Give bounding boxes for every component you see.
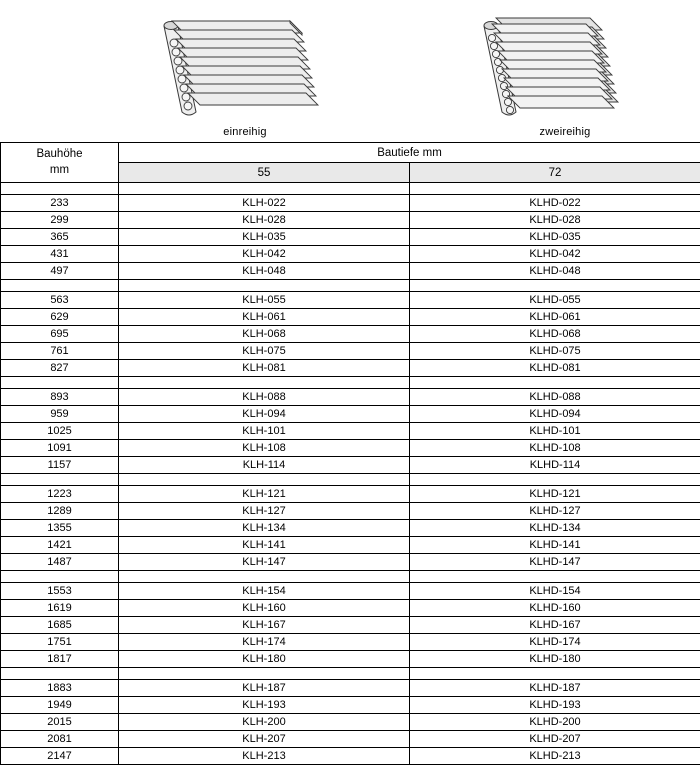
cell-code-72: KLHD-094 bbox=[410, 406, 700, 423]
cell-code-55: KLH-108 bbox=[119, 440, 410, 457]
table-row bbox=[1, 263, 700, 280]
cell-code-72: KLHD-081 bbox=[410, 360, 700, 377]
table-row bbox=[1, 246, 700, 263]
cell-height: 2147 bbox=[1, 748, 119, 765]
cell-code-72: KLHD-114 bbox=[410, 457, 700, 474]
table-row bbox=[1, 343, 700, 360]
cell-code-72: KLHD-154 bbox=[410, 583, 700, 600]
cell-code-72: KLHD-061 bbox=[410, 309, 700, 326]
cell-code-55: KLH-193 bbox=[119, 697, 410, 714]
cell-code-72: KLHD-035 bbox=[410, 229, 700, 246]
illustration-caption-double: zweireihig bbox=[470, 126, 660, 138]
cell-height: 299 bbox=[1, 212, 119, 229]
header-depth-55: 55 bbox=[119, 163, 410, 183]
cell-code-55: KLH-081 bbox=[119, 360, 410, 377]
cell-code-72: KLHD-075 bbox=[410, 343, 700, 360]
cell-code-55: KLH-101 bbox=[119, 423, 410, 440]
cell-height: 2015 bbox=[1, 714, 119, 731]
cell-height: 2081 bbox=[1, 731, 119, 748]
cell-code-72: KLHD-180 bbox=[410, 651, 700, 668]
cell-code-72: KLHD-160 bbox=[410, 600, 700, 617]
table-row bbox=[1, 195, 700, 212]
cell-code-55: KLH-134 bbox=[119, 520, 410, 537]
table-row bbox=[1, 229, 700, 246]
table-row bbox=[1, 600, 700, 617]
table-row bbox=[1, 503, 700, 520]
cell-height: 1751 bbox=[1, 634, 119, 651]
cell-code-55: KLH-147 bbox=[119, 554, 410, 571]
cell-code-72: KLHD-147 bbox=[410, 554, 700, 571]
cell-code-55: KLH-127 bbox=[119, 503, 410, 520]
cell-code-72: KLHD-068 bbox=[410, 326, 700, 343]
cell-code-55: KLH-121 bbox=[119, 486, 410, 503]
cell-code-72: KLHD-167 bbox=[410, 617, 700, 634]
table-row bbox=[1, 292, 700, 309]
table-row bbox=[1, 212, 700, 229]
cell-code-55: KLH-154 bbox=[119, 583, 410, 600]
cell-height: 1817 bbox=[1, 651, 119, 668]
header-height-label-line2: mm bbox=[50, 164, 69, 176]
cell-height: 431 bbox=[1, 246, 119, 263]
cell-code-72: KLHD-055 bbox=[410, 292, 700, 309]
cell-code-55: KLH-061 bbox=[119, 309, 410, 326]
cell-code-72: KLHD-042 bbox=[410, 246, 700, 263]
illustration-single-row bbox=[150, 14, 340, 138]
cell-height: 1355 bbox=[1, 520, 119, 537]
cell-code-72: KLHD-101 bbox=[410, 423, 700, 440]
cell-height: 365 bbox=[1, 229, 119, 246]
cell-code-55: KLH-141 bbox=[119, 537, 410, 554]
table-row bbox=[1, 360, 700, 377]
cell-code-72: KLHD-127 bbox=[410, 503, 700, 520]
cell-height: 1949 bbox=[1, 697, 119, 714]
cell-code-72: KLHD-187 bbox=[410, 680, 700, 697]
table-row bbox=[1, 651, 700, 668]
table-header-row-top bbox=[1, 143, 700, 163]
cell-height: 1091 bbox=[1, 440, 119, 457]
cell-code-72: KLHD-048 bbox=[410, 263, 700, 280]
header-height-cell bbox=[1, 143, 119, 183]
cell-code-55: KLH-174 bbox=[119, 634, 410, 651]
table-row bbox=[1, 680, 700, 697]
group-spacer bbox=[1, 183, 700, 195]
cell-code-72: KLHD-121 bbox=[410, 486, 700, 503]
single-row-radiator-icon bbox=[150, 14, 340, 124]
table-row bbox=[1, 486, 700, 503]
cell-code-72: KLHD-141 bbox=[410, 537, 700, 554]
cell-code-55: KLH-187 bbox=[119, 680, 410, 697]
header-depth-72: 72 bbox=[410, 163, 700, 183]
cell-code-72: KLHD-207 bbox=[410, 731, 700, 748]
cell-height: 1619 bbox=[1, 600, 119, 617]
cell-height: 629 bbox=[1, 309, 119, 326]
illustration-caption-single: einreihig bbox=[150, 126, 340, 138]
table-row bbox=[1, 731, 700, 748]
table-row bbox=[1, 634, 700, 651]
illustration-area bbox=[0, 0, 700, 142]
table-row bbox=[1, 583, 700, 600]
cell-code-72: KLHD-193 bbox=[410, 697, 700, 714]
table-header bbox=[1, 143, 700, 183]
cell-code-72: KLHD-134 bbox=[410, 520, 700, 537]
cell-code-55: KLH-055 bbox=[119, 292, 410, 309]
cell-code-55: KLH-068 bbox=[119, 326, 410, 343]
cell-height: 1157 bbox=[1, 457, 119, 474]
group-spacer bbox=[1, 668, 700, 680]
table-row bbox=[1, 423, 700, 440]
cell-code-55: KLH-213 bbox=[119, 748, 410, 765]
table-row bbox=[1, 617, 700, 634]
cell-code-55: KLH-167 bbox=[119, 617, 410, 634]
cell-code-55: KLH-042 bbox=[119, 246, 410, 263]
cell-height: 497 bbox=[1, 263, 119, 280]
cell-height: 761 bbox=[1, 343, 119, 360]
cell-height: 563 bbox=[1, 292, 119, 309]
table-row bbox=[1, 406, 700, 423]
group-spacer bbox=[1, 377, 700, 389]
group-spacer bbox=[1, 474, 700, 486]
cell-code-55: KLH-048 bbox=[119, 263, 410, 280]
header-height-label-line1: Bauhöhe bbox=[36, 148, 82, 160]
table-row bbox=[1, 714, 700, 731]
cell-code-55: KLH-028 bbox=[119, 212, 410, 229]
cell-height: 827 bbox=[1, 360, 119, 377]
cell-height: 1289 bbox=[1, 503, 119, 520]
cell-code-72: KLHD-028 bbox=[410, 212, 700, 229]
cell-height: 233 bbox=[1, 195, 119, 212]
cell-height: 1487 bbox=[1, 554, 119, 571]
cell-height: 1025 bbox=[1, 423, 119, 440]
cell-code-55: KLH-088 bbox=[119, 389, 410, 406]
table-row bbox=[1, 440, 700, 457]
cell-code-55: KLH-075 bbox=[119, 343, 410, 360]
cell-code-55: KLH-200 bbox=[119, 714, 410, 731]
table-row bbox=[1, 309, 700, 326]
cell-code-72: KLHD-213 bbox=[410, 748, 700, 765]
cell-height: 1421 bbox=[1, 537, 119, 554]
cell-height: 695 bbox=[1, 326, 119, 343]
group-spacer bbox=[1, 571, 700, 583]
cell-height: 1553 bbox=[1, 583, 119, 600]
table-row bbox=[1, 326, 700, 343]
size-code-table bbox=[0, 142, 700, 765]
table-row bbox=[1, 457, 700, 474]
cell-height: 1883 bbox=[1, 680, 119, 697]
cell-height: 1685 bbox=[1, 617, 119, 634]
cell-height: 959 bbox=[1, 406, 119, 423]
cell-code-55: KLH-035 bbox=[119, 229, 410, 246]
table-row bbox=[1, 554, 700, 571]
table-row bbox=[1, 748, 700, 765]
double-row-radiator-icon bbox=[470, 14, 660, 124]
cell-code-72: KLHD-088 bbox=[410, 389, 700, 406]
table-row bbox=[1, 537, 700, 554]
group-spacer bbox=[1, 280, 700, 292]
header-depth-group: Bautiefe mm bbox=[119, 143, 700, 163]
illustration-double-row bbox=[470, 14, 660, 138]
cell-code-72: KLHD-200 bbox=[410, 714, 700, 731]
cell-code-55: KLH-207 bbox=[119, 731, 410, 748]
table-row bbox=[1, 389, 700, 406]
table-row bbox=[1, 697, 700, 714]
table-body bbox=[1, 183, 700, 765]
cell-code-55: KLH-094 bbox=[119, 406, 410, 423]
cell-code-72: KLHD-022 bbox=[410, 195, 700, 212]
cell-height: 893 bbox=[1, 389, 119, 406]
cell-code-55: KLH-114 bbox=[119, 457, 410, 474]
cell-height: 1223 bbox=[1, 486, 119, 503]
cell-code-72: KLHD-108 bbox=[410, 440, 700, 457]
cell-code-55: KLH-160 bbox=[119, 600, 410, 617]
table-row bbox=[1, 520, 700, 537]
cell-code-55: KLH-022 bbox=[119, 195, 410, 212]
cell-code-72: KLHD-174 bbox=[410, 634, 700, 651]
cell-code-55: KLH-180 bbox=[119, 651, 410, 668]
